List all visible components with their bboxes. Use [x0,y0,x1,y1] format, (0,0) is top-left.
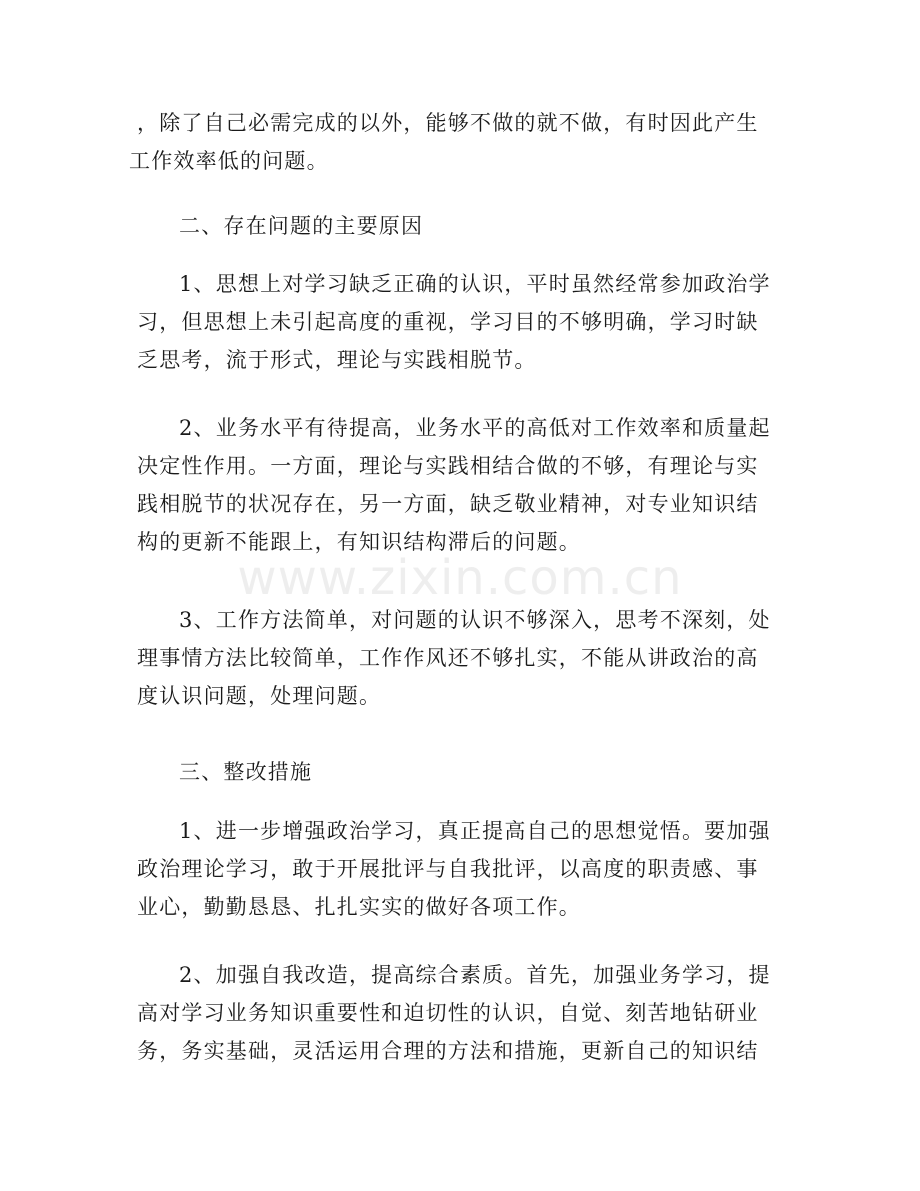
text-line: 2、业务水平有待提高，业务水平的高低对工作效率和质量起 [179,416,771,440]
text-line: 2、加强自我改造，提高综合素质。首先，加强业务学习，提 [179,963,771,987]
paragraph-measure-2 [137,956,782,1070]
paragraph-continuation [129,104,782,180]
text-line: 1、进一步增强政治学习，真正提高自己的思想觉悟。要加强 [179,819,771,843]
text-line: ，除了自己必需完成的以外，能够不做的就不做，有时因此产生 [137,111,759,135]
heading-text: 二、存在问题的主要原因 [179,214,424,238]
paragraph-measure-1 [137,812,782,926]
text-line: 决定性作用。一方面，理论与实践相结合做的不够，有理论与实 [137,454,759,478]
heading-text: 三、整改措施 [179,760,313,784]
text-line: 业心，勤勤恳恳、扎扎实实的做好各项工作。 [137,895,581,919]
text-line: 习，但思想上未引起高度的重视，学习目的不够明确，学习时缺 [137,310,759,334]
text-line: 3、工作方法简单，对问题的认识不够深入，思考不深刻，处 [179,608,771,632]
text-line: 务，务实基础，灵活运用合理的方法和措施，更新自己的知识结 [137,1039,759,1063]
watermark: www.zixin.com.cn [237,550,683,606]
section-heading-2 [179,207,824,245]
paragraph-cause-1 [137,265,782,379]
paragraph-cause-2 [137,409,782,561]
paragraph-cause-3 [137,601,782,715]
text-line: 1、思想上对学习缺乏正确的认识，平时虽然经常参加政治学 [179,272,771,296]
text-line: 工作效率低的问题。 [129,149,329,173]
text-line: 政治理论学习，敢于开展批评与自我批评，以高度的职责感、事 [137,857,759,881]
text-line: 理事情方法比较简单，工作作风还不够扎实，不能从讲政治的高 [137,646,759,670]
section-heading-3 [179,753,824,791]
text-line: 践相脱节的状况存在，另一方面，缺乏敬业精神，对专业知识结 [137,492,759,516]
text-line: 度认识问题，处理问题。 [137,684,382,708]
text-line: 高对学习业务知识重要性和迫切性的认识，自觉、刻苦地钻研业 [137,1001,759,1025]
text-line: 乏思考，流于形式，理论与实践相脱节。 [137,348,537,372]
text-line: 构的更新不能跟上，有知识结构滞后的问题。 [137,530,581,554]
